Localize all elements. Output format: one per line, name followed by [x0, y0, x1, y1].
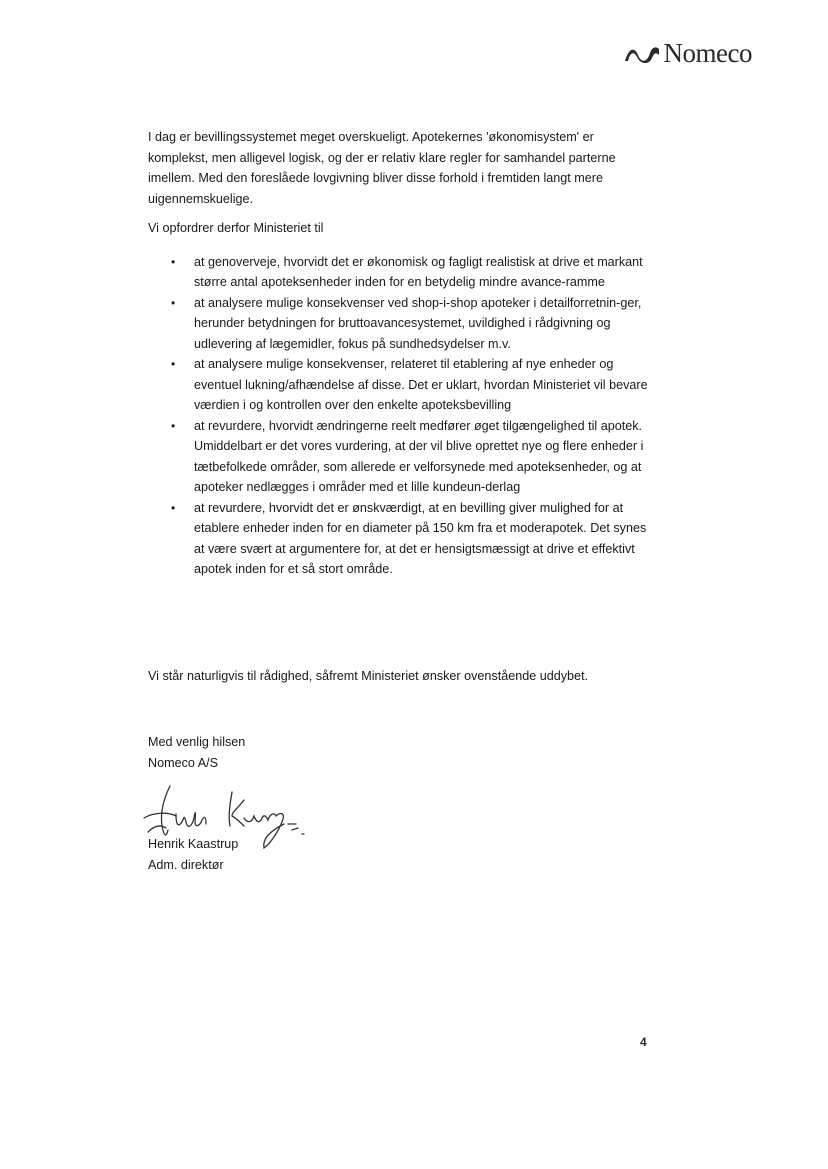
nomeco-wave-icon — [623, 43, 661, 65]
letter-body — [148, 127, 648, 580]
bullet-icon: • — [171, 295, 176, 310]
greeting-block — [148, 732, 245, 773]
signer-name: Henrik Kaastrup — [148, 837, 239, 851]
list-item-text: at revurdere, hvorvidt ændringerne reelt medfører øget tilgængelighed til apotek. Umiddelbart er det vores vurdering, at der vil blive oprettet nye og flere enheder i tætbefolkede områder, som allerede er velforsynede med apoteksenheder, og at apoteker nedlægges i områder med et lille kundeun-derlag — [194, 418, 644, 494]
list-item — [148, 416, 648, 498]
greeting-text: Med venlig hilsen — [148, 735, 246, 749]
list-item-text: at genoverveje, hvorvidt det er økonomisk og fagligt realistisk at drive et markant større antal apoteksenheder inden for en betydelig mindre avance-ramme — [194, 254, 643, 289]
list-item-text: at analysere mulige konsekvenser, relateret til etablering af nye enheder og eventuel lukning/afhændelse af disse. Det er uklart, hvordan Ministeriet vil bevare værdien i og kontrollen over den enkelte apoteksbevilling — [194, 357, 648, 412]
list-item — [148, 354, 648, 416]
company-name: Nomeco A/S — [148, 755, 218, 770]
page-number: 4 — [640, 1035, 647, 1049]
bullet-icon: • — [171, 500, 176, 515]
paragraph-intro: I dag er bevillingssystemet meget overskueligt. Apotekernes 'økonomisystem' er komplekst, men alligevel logisk, og der er relativ klare regler for samhandel parterne imellem. Med den foreslåede lovgivning bliver disse forhold i fremtiden langt mere uigennemskuelige. — [148, 130, 616, 206]
company-logo — [623, 38, 752, 69]
bullet-icon: • — [171, 418, 176, 433]
list-item-text: at revurdere, hvorvidt det er ønskværdigt, at en bevilling giver mulighed for at etablere enheder inden for en diameter på 150 km fra et moderapotek. Det synes at være svært at argumentere for, at det er hensigtsmæssigt at drive et effektivt apotek inden for et så stort område. — [194, 500, 647, 576]
recommendation-list — [148, 252, 648, 580]
list-item — [148, 293, 648, 355]
signer-title: Adm. direktør — [148, 857, 224, 872]
list-item — [148, 252, 648, 293]
logo-text: Nomeco — [663, 38, 752, 68]
signer-block — [148, 834, 238, 875]
list-item — [148, 498, 648, 580]
paragraph-request: Vi opfordrer derfor Ministeriet til — [148, 221, 324, 235]
list-item-text: at analysere mulige konsekvenser ved shop-i-shop apoteker i detailforretnin-ger, herunder betydningen for bruttoavancesystemet, uvildighed i rådgivning og udlevering af lægemidler, fokus på sundhedsydelser m.v. — [194, 295, 642, 351]
bullet-icon: • — [171, 357, 176, 371]
bullet-icon: • — [171, 254, 176, 269]
closing-paragraph: Vi står naturligvis til rådighed, såfremt Ministeriet ønsker ovenstående uddybet. — [148, 669, 589, 683]
